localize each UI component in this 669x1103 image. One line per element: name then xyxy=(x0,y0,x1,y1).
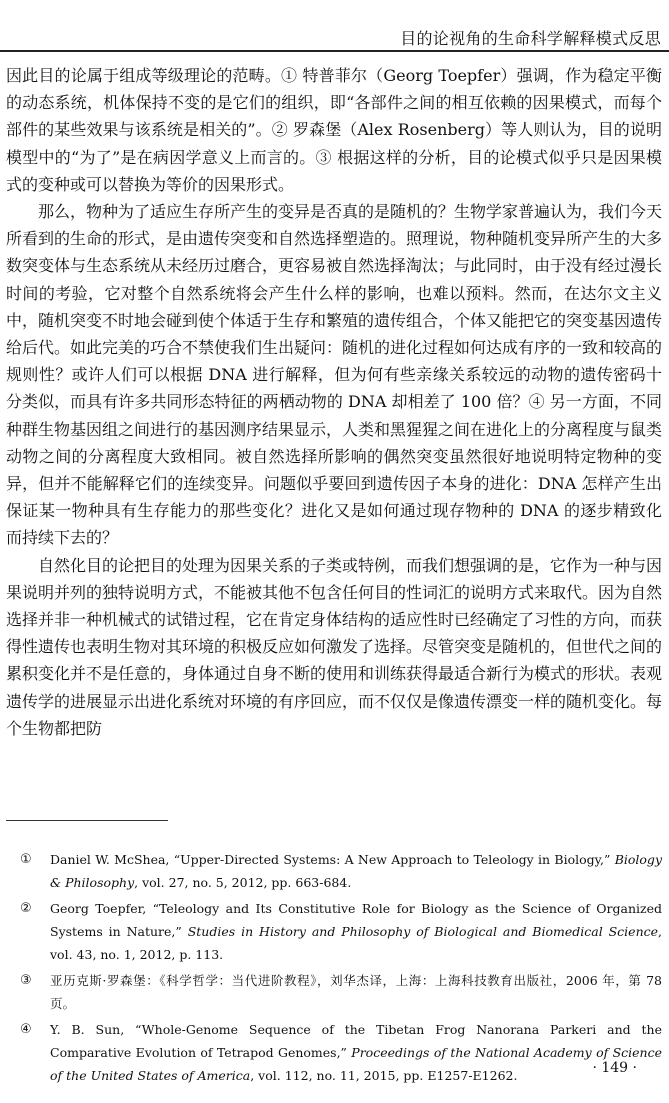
footnotes xyxy=(20,848,662,1090)
footnote-2-citation: Georg Toepfer, “Teleology and Its Constitutive Role for Biology as the Science of Organized Systems in Nature,” xyxy=(50,901,662,939)
page-number: · 149 · xyxy=(592,1060,637,1076)
footnote-4-citation: Y. B. Sun, “Whole-Genome Sequence of the Tibetan Frog Nanorana Parkeri and the Comparative Evolution of Tetrapod Genomes,” xyxy=(50,1022,662,1060)
footnote-4-journal: Proceedings of the National Academy of Science of the United States of America xyxy=(50,1045,662,1083)
footnote-4-details: , vol. 112, no. 11, 2015, pp. E1257-E1262. xyxy=(250,1068,518,1083)
footnote-4-text xyxy=(50,1018,662,1087)
header-rule xyxy=(0,50,669,52)
footnote-rule xyxy=(6,820,168,821)
body-text xyxy=(6,62,662,742)
paragraph-2: 那么，物种为了适应生存所产生的变异是否真的是随机的？生物学家普遍认为，我们今天所看到的生命的形式，是由遗传突变和自然选择塑造的。照理说，物种随机变异所产生的大多数突变体与生态系统从未经历过磨合，更容易被自然选择淘汰；与此同时，由于没有经过漫长时间的考验，它对整个自然系统将会产生什么样的影响，也难以预料。然而，在达尔文主义中，随机突变不时地会碰到使个体适于生存和繁殖的遗传组合，个体又能把它的突变基因遗传给后代。如此完美的巧合不禁使我们生出疑问：随机的进化过程如何达成有序的一致和较高的规则性？或许人们可以根据 DNA 进行解释，但为何有些亲缘关系较远的动物的遗传密码十分类似，而具有许多共同形态特征的两栖动物的 DNA 却相差了 100 倍？④ 另一方面，不同种群生物基因组之间进行的基因测序结果显示，人类和黑猩猩之间在进化上的分离程度与鼠类动物之间的分离程度大致相同。被自然选择所影响的偶然突变虽然很好地说明特定物种的变异，但并不能解释它们的连续变异。问题似乎要回到遗传因子本身的进化：DNA 怎样产生出保证某一物种具有生存能力的那些变化？进化又是如何通过现存物种的 DNA 的逐步精致化而持续下去的？ xyxy=(6,202,663,548)
footnote-1-text xyxy=(50,848,662,894)
footnote-1-mark: ① xyxy=(20,852,32,867)
paragraph-3: 自然化目的论把目的处理为因果关系的子类或特例，而我们想强调的是，它作为一种与因果说明并列的独特说明方式，不能被其他不包含任何目的性词汇的说明方式来取代。因为自然选择并非一种机械式的试错过程，它在肯定身体结构的适应性时已经确定了习性的方向，而获得性遗传也表明生物对其环境的积极反应如何激发了选择。尽管突变是随机的，但世代之间的累积变化并不是任意的，身体通过自身不断的使用和训练获得最适合新行为模式的形状。表观遗传学的进展显示出进化系统对环境的有序回应，而不仅仅是像遗传漂变一样的随机变化。每个生物都把防 xyxy=(6,555,663,738)
footnote-3-mark: ③ xyxy=(20,973,32,988)
footnote-1-journal: Biology & Philosophy xyxy=(50,852,662,890)
footnote-2-mark: ② xyxy=(20,901,32,916)
footnote-4-mark: ④ xyxy=(20,1022,32,1037)
footnote-2 xyxy=(20,897,662,966)
running-header-title: 目的论视角的生命科学解释模式反思 xyxy=(400,29,661,48)
footnote-3-citation: 亚历克斯·罗森堡：《科学哲学：当代进阶教程》，刘华杰译，上海：上海科技教育出版社，2006 年，第 78 页。 xyxy=(50,973,662,1011)
footnote-4 xyxy=(20,1018,662,1087)
footnote-1-citation: Daniel W. McShea, “Upper-Directed Systems: A New Approach to Teleology in Biology,” xyxy=(50,852,615,867)
footnote-3-text xyxy=(50,969,662,1015)
footnote-2-text xyxy=(50,897,662,966)
footnote-2-journal: Studies in History and Philosophy of Biological and Biomedical Science xyxy=(187,924,659,939)
footnote-1-details: , vol. 27, no. 5, 2012, pp. 663-684. xyxy=(134,875,352,890)
footnote-3 xyxy=(20,969,662,1015)
footnote-2-details: , vol. 43, no. 1, 2012, p. 113. xyxy=(50,924,662,962)
running-header xyxy=(0,0,669,57)
footnote-1 xyxy=(20,848,662,894)
paragraph-1: 因此目的论属于组成等级理论的范畴。① 特普菲尔（Georg Toepfer）强调，作为稳定平衡的动态系统，机体保持不变的是它们的组织，即“各部件之间的相互依赖的因果模式，而每个部件的某些效果与该系统是相关的”。② 罗森堡（Alex Rosenberg）等人则认为，目的说明模型中的“为了”是在病因学意义上而言的。③ 根据这样的分析，目的论模式似乎只是因果模式的变种或可以替换为等价的因果形式。 xyxy=(6,66,662,194)
